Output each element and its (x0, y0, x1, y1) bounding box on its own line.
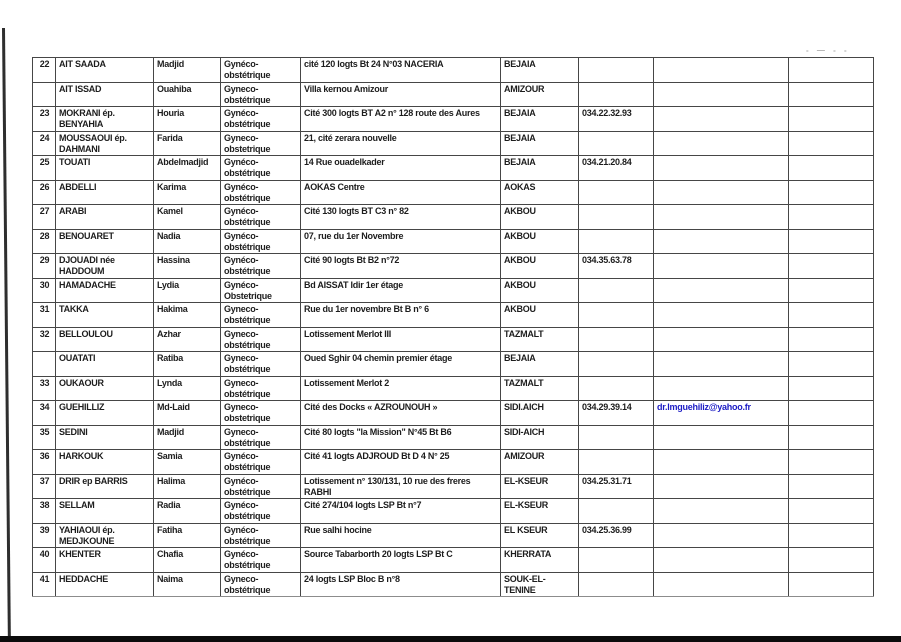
page-bottom-scan-bar (0, 636, 901, 642)
cell-last (789, 376, 874, 401)
cell-name: MOUSSAOUI ép. DAHMANI (56, 131, 154, 156)
table-row (33, 327, 874, 352)
cell-email (654, 425, 789, 450)
cell-last (789, 352, 874, 377)
cell-spec: Gyneco- obstetrique (221, 401, 301, 426)
cell-addr: Cité 274/104 logts LSP Bt n°7 (301, 499, 501, 524)
table-row (33, 254, 874, 279)
cell-num: 38 (33, 499, 56, 524)
cell-first: Houria (154, 107, 221, 132)
cell-num: 25 (33, 156, 56, 181)
cell-spec: Gyneco- obstétrique (221, 376, 301, 401)
cell-phone (579, 572, 654, 597)
cell-phone (579, 58, 654, 83)
directory-table-body (33, 58, 874, 597)
cell-city: EL-KSEUR (501, 474, 579, 499)
cell-phone (579, 229, 654, 254)
cell-spec: Gyneco- obstétrique (221, 425, 301, 450)
cell-name: HARKOUK (56, 450, 154, 475)
cell-city: AKBOU (501, 303, 579, 328)
cell-email (654, 474, 789, 499)
table-row (33, 376, 874, 401)
cell-city: AKBOU (501, 278, 579, 303)
cell-num: 26 (33, 180, 56, 205)
table-row (33, 156, 874, 181)
table-row (33, 58, 874, 83)
table-row (33, 107, 874, 132)
cell-phone (579, 425, 654, 450)
cell-phone (579, 205, 654, 230)
cell-city: SOUK-EL- TENINE (501, 572, 579, 597)
cell-name: TOUATI (56, 156, 154, 181)
cell-last (789, 229, 874, 254)
cell-last (789, 401, 874, 426)
cell-addr: 24 logts LSP Bloc B n°8 (301, 572, 501, 597)
cell-email (654, 107, 789, 132)
cell-name: ARABI (56, 205, 154, 230)
cell-city: AMIZOUR (501, 82, 579, 107)
cell-last (789, 523, 874, 548)
cell-last (789, 474, 874, 499)
cell-city: KHERRATA (501, 548, 579, 573)
cell-addr: Cité 41 logts ADJROUD Bt D 4 N° 25 (301, 450, 501, 475)
table-row (33, 180, 874, 205)
cell-spec: Gyneco- obstétrique (221, 352, 301, 377)
cell-email (654, 205, 789, 230)
cell-num: 36 (33, 450, 56, 475)
cell-email (654, 352, 789, 377)
cell-addr: AOKAS Centre (301, 180, 501, 205)
cell-addr: 07, rue du 1er Novembre (301, 229, 501, 254)
cell-first: Ratiba (154, 352, 221, 377)
cell-first: Hassina (154, 254, 221, 279)
cell-first: Lydia (154, 278, 221, 303)
cell-num (33, 352, 56, 377)
cell-first: Madjid (154, 425, 221, 450)
cell-spec: Gynéco- obstétrique (221, 254, 301, 279)
cell-num: 34 (33, 401, 56, 426)
cell-num: 32 (33, 327, 56, 352)
cell-name: MOKRANI ép. BENYAHIA (56, 107, 154, 132)
cell-num: 41 (33, 572, 56, 597)
cell-spec: Gynéco- obstétrique (221, 156, 301, 181)
table-row (33, 205, 874, 230)
cell-last (789, 58, 874, 83)
cell-last (789, 107, 874, 132)
cell-num: 33 (33, 376, 56, 401)
cell-city: TAZMALT (501, 327, 579, 352)
cell-phone (579, 180, 654, 205)
directory-table (32, 57, 874, 597)
cell-name: AIT ISSAD (56, 82, 154, 107)
cell-spec: Gynéco- obstétrique (221, 499, 301, 524)
cell-last (789, 254, 874, 279)
email-link[interactable]: dr.lmguehiliz@yahoo.fr (654, 401, 789, 426)
cell-phone (579, 499, 654, 524)
cell-phone: 034.22.32.93 (579, 107, 654, 132)
cell-spec: Gynéco- obstétrique (221, 548, 301, 573)
cell-first: Madjid (154, 58, 221, 83)
cell-addr: Rue salhi hocine (301, 523, 501, 548)
cell-email (654, 180, 789, 205)
cell-addr: Bd AISSAT Idir 1er étage (301, 278, 501, 303)
table-row (33, 474, 874, 499)
cell-spec: Gynéco- obstétrique (221, 58, 301, 83)
cell-first: Hakima (154, 303, 221, 328)
cell-first: Chafia (154, 548, 221, 573)
cell-spec: Gynéco- obstétrique (221, 523, 301, 548)
cell-city: BEJAIA (501, 58, 579, 83)
cell-email (654, 229, 789, 254)
cell-first: Lynda (154, 376, 221, 401)
cell-addr: Cité 90 logts Bt B2 n°72 (301, 254, 501, 279)
cell-spec: Gynéco- obstétrique (221, 229, 301, 254)
cell-num: 39 (33, 523, 56, 548)
cell-num: 24 (33, 131, 56, 156)
cell-last (789, 425, 874, 450)
cell-email (654, 303, 789, 328)
cell-addr: cité 120 logts Bt 24 N°03 NACERIA (301, 58, 501, 83)
cell-spec: Gynéco- obstétrique (221, 450, 301, 475)
cell-spec: Gyneco- obstétrique (221, 303, 301, 328)
table-row (33, 131, 874, 156)
cell-addr: Cité des Docks « AZROUNOUH » (301, 401, 501, 426)
cell-num: 35 (33, 425, 56, 450)
cell-city: AKBOU (501, 205, 579, 230)
cell-phone (579, 548, 654, 573)
cell-name: OUATATI (56, 352, 154, 377)
cell-name: OUKAOUR (56, 376, 154, 401)
cell-email (654, 523, 789, 548)
table-row (33, 352, 874, 377)
cell-num: 27 (33, 205, 56, 230)
cell-last (789, 572, 874, 597)
cell-email (654, 499, 789, 524)
cell-name: GUEHILLIZ (56, 401, 154, 426)
table-row (33, 401, 874, 426)
cell-phone: 034.29.39.14 (579, 401, 654, 426)
cell-email (654, 156, 789, 181)
cell-city: AMIZOUR (501, 450, 579, 475)
table-row (33, 278, 874, 303)
cell-num (33, 82, 56, 107)
cell-addr: Rue du 1er novembre Bt B n° 6 (301, 303, 501, 328)
cell-num: 31 (33, 303, 56, 328)
cell-addr: Lotissement n° 130/131, 10 rue des freres RABHI (301, 474, 501, 499)
cell-name: SEDINI (56, 425, 154, 450)
cell-city: EL-KSEUR (501, 499, 579, 524)
cell-last (789, 156, 874, 181)
cell-last (789, 131, 874, 156)
cell-phone (579, 131, 654, 156)
cell-city: TAZMALT (501, 376, 579, 401)
cell-name: BENOUARET (56, 229, 154, 254)
cell-spec: Gyneco- obstétrique (221, 572, 301, 597)
cell-first: Naima (154, 572, 221, 597)
cell-first: Halima (154, 474, 221, 499)
cell-num: 30 (33, 278, 56, 303)
cell-first: Azhar (154, 327, 221, 352)
cell-first: Ouahiba (154, 82, 221, 107)
table-row (33, 450, 874, 475)
cell-spec: Gynéco- obstétrique (221, 107, 301, 132)
cell-email (654, 548, 789, 573)
cell-email (654, 58, 789, 83)
cell-first: Karima (154, 180, 221, 205)
cell-city: BEJAIA (501, 352, 579, 377)
cell-phone: 034.25.36.99 (579, 523, 654, 548)
cell-addr: Cité 130 logts BT C3 n° 82 (301, 205, 501, 230)
cell-spec: Gynéco- obstétrique (221, 474, 301, 499)
cell-city: AKBOU (501, 229, 579, 254)
cell-phone (579, 303, 654, 328)
cell-name: HEDDACHE (56, 572, 154, 597)
cell-last (789, 499, 874, 524)
cell-phone (579, 376, 654, 401)
cell-city: BEJAIA (501, 107, 579, 132)
cell-addr: 14 Rue ouadelkader (301, 156, 501, 181)
cutoff-text-fragment: - — - - (806, 46, 850, 55)
cell-phone (579, 82, 654, 107)
cell-addr: 21, cité zerara nouvelle (301, 131, 501, 156)
cell-phone: 034.25.31.71 (579, 474, 654, 499)
cell-city: EL KSEUR (501, 523, 579, 548)
cell-addr: Source Tabarborth 20 logts LSP Bt C (301, 548, 501, 573)
cell-num: 23 (33, 107, 56, 132)
cell-email (654, 327, 789, 352)
cell-email (654, 376, 789, 401)
cell-num: 29 (33, 254, 56, 279)
cell-last (789, 205, 874, 230)
table-row (33, 229, 874, 254)
cell-spec: Gyneco- obstétrique (221, 327, 301, 352)
cell-phone: 034.21.20.84 (579, 156, 654, 181)
table-row (33, 303, 874, 328)
cell-phone (579, 352, 654, 377)
cell-num: 22 (33, 58, 56, 83)
cell-first: Nadia (154, 229, 221, 254)
cell-spec: Gynéco- obstétrique (221, 180, 301, 205)
cell-email (654, 278, 789, 303)
table-row (33, 82, 874, 107)
cell-first: Fatiha (154, 523, 221, 548)
cell-num: 40 (33, 548, 56, 573)
cell-email (654, 450, 789, 475)
cell-name: DJOUADI née HADDOUM (56, 254, 154, 279)
cell-last (789, 82, 874, 107)
cell-phone (579, 278, 654, 303)
cell-last (789, 450, 874, 475)
table-row (33, 572, 874, 597)
cell-name: TAKKA (56, 303, 154, 328)
cell-city: BEJAIA (501, 156, 579, 181)
cell-addr: Lotissement Merlot 2 (301, 376, 501, 401)
cell-spec: Gynéco- obstétrique (221, 205, 301, 230)
cell-addr: Lotissement Merlot III (301, 327, 501, 352)
cell-addr: Cité 300 logts BT A2 n° 128 route des Aures (301, 107, 501, 132)
cell-city: SIDI-AICH (501, 425, 579, 450)
cell-first: Radia (154, 499, 221, 524)
table-row (33, 523, 874, 548)
page-left-scan-line (2, 28, 10, 640)
cell-name: AIT SAADA (56, 58, 154, 83)
cell-last (789, 180, 874, 205)
cell-first: Abdelmadjid (154, 156, 221, 181)
cell-phone: 034.35.63.78 (579, 254, 654, 279)
cell-city: AOKAS (501, 180, 579, 205)
cell-spec: Gynéco- Obstetrique (221, 278, 301, 303)
cell-addr: Oued Sghir 04 chemin premier étage (301, 352, 501, 377)
table-row (33, 548, 874, 573)
cell-name: SELLAM (56, 499, 154, 524)
cell-email (654, 572, 789, 597)
cell-name: HAMADACHE (56, 278, 154, 303)
cell-last (789, 278, 874, 303)
cell-phone (579, 327, 654, 352)
cell-spec: Gyneco- obstetrique (221, 131, 301, 156)
cell-num: 37 (33, 474, 56, 499)
cell-city: AKBOU (501, 254, 579, 279)
cell-email (654, 131, 789, 156)
cell-last (789, 327, 874, 352)
table-row (33, 499, 874, 524)
cell-name: YAHIAOUI ép. MEDJKOUNE (56, 523, 154, 548)
cell-phone (579, 450, 654, 475)
cell-num: 28 (33, 229, 56, 254)
cell-name: BELLOULOU (56, 327, 154, 352)
cell-city: BEJAIA (501, 131, 579, 156)
cell-name: ABDELLI (56, 180, 154, 205)
cell-last (789, 303, 874, 328)
cell-addr: Villa kernou Amizour (301, 82, 501, 107)
cell-spec: Gyneco- obstétrique (221, 82, 301, 107)
cell-email (654, 82, 789, 107)
cell-last (789, 548, 874, 573)
cell-city: SIDI.AICH (501, 401, 579, 426)
cell-addr: Cité 80 logts "la Mission" N°45 Bt B6 (301, 425, 501, 450)
cell-first: Kamel (154, 205, 221, 230)
cell-name: DRIR ep BARRIS (56, 474, 154, 499)
table-row (33, 425, 874, 450)
cell-first: Samia (154, 450, 221, 475)
cell-first: Md-Laid (154, 401, 221, 426)
cell-name: KHENTER (56, 548, 154, 573)
cell-first: Farida (154, 131, 221, 156)
cell-email (654, 254, 789, 279)
